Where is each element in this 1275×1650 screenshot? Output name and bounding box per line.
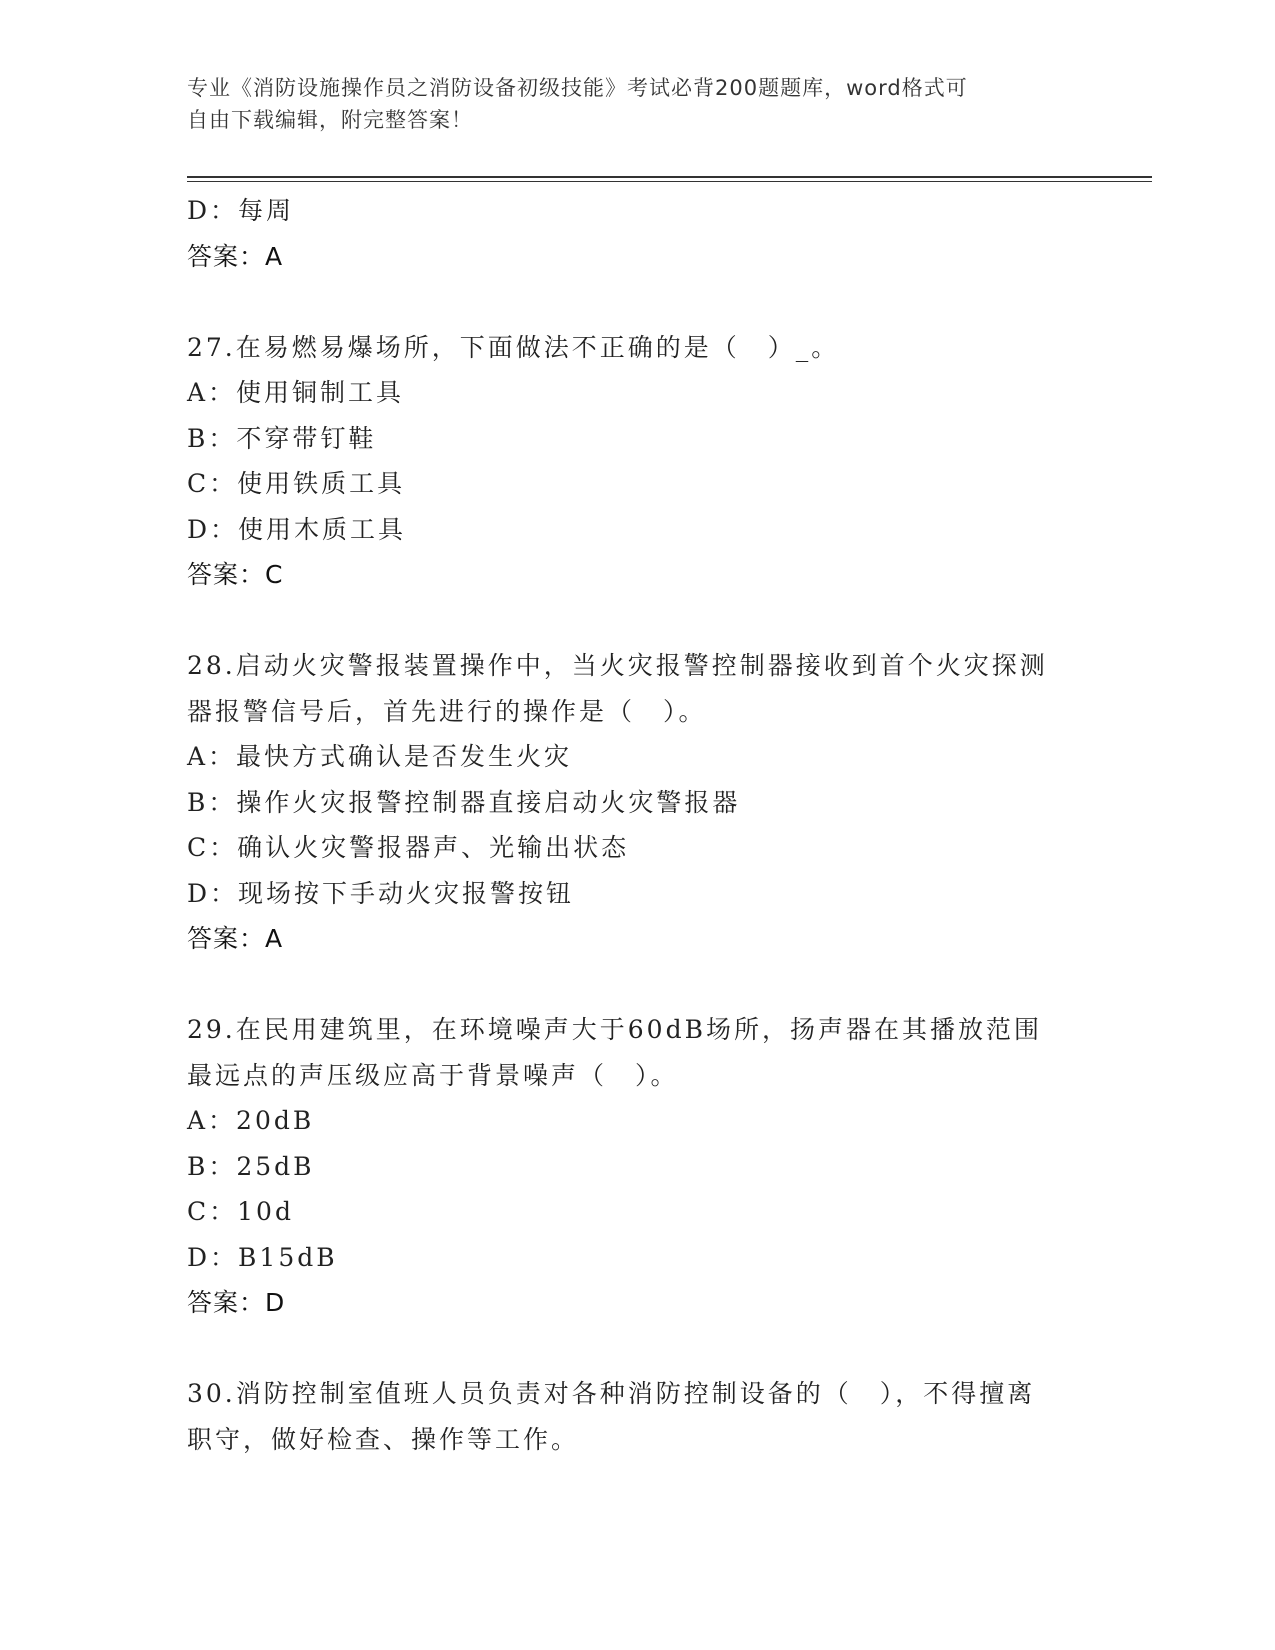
question-stem-cont: 职守，做好检查、操作等工作。 [187,1424,580,1454]
option-b: B：25dB [187,1151,315,1181]
option-d: D：现场按下手动火灾报警按钮 [187,878,575,908]
question-27 [187,325,1087,598]
question-stem: 30.消防控制室值班人员负责对各种消防控制设备的（ ），不得擅离 [187,1379,1036,1408]
answer: 答案：A [187,924,284,953]
option-b: B：不穿带钉鞋 [187,423,377,453]
option-a: A：最快方式确认是否发生火灾 [187,742,573,771]
option-a: A：使用铜制工具 [187,378,405,407]
prev-option-d: D：每周 [187,196,295,225]
question-stem: 29.在民用建筑里，在环境噪声大于60dB场所，扬声器在其播放范围 [187,1015,1042,1044]
question-stem: 27.在易燃易爆场所，下面做法不正确的是（ ）_。 [187,332,840,362]
header-divider-thin [187,181,1152,182]
question-28 [187,643,1087,962]
page-header [187,72,1067,136]
option-d: D：B15dB [187,1242,338,1272]
question-30 [187,1371,1087,1462]
answer: 答案：D [187,1288,286,1317]
header-divider [187,176,1152,178]
option-c: C：10d [187,1197,294,1226]
option-d: D：使用木质工具 [187,514,407,544]
option-b: B：操作火灾报警控制器直接启动火灾警报器 [187,787,741,817]
answer: 答案：C [187,560,284,589]
question-stem: 28.启动火灾警报装置操作中，当火灾报警控制器接收到首个火灾探测 [187,651,1048,680]
option-c: C：确认火灾警报器声、光输出状态 [187,833,630,862]
question-stem-cont: 器报警信号后，首先进行的操作是（ ）。 [187,696,707,726]
prev-answer: 答案：A [187,241,284,271]
option-a: A：20dB [187,1106,315,1135]
question-list [187,188,1087,1462]
question-29 [187,1007,1087,1326]
option-c: C：使用铁质工具 [187,469,406,498]
header-line-1: 专业《消防设施操作员之消防设备初级技能》考试必背200题题库，word格式可 [187,76,968,100]
header-line-2: 自由下载编辑，附完整答案！ [187,108,473,132]
question-stem-cont: 最远点的声压级应高于背景噪声（ ）。 [187,1060,679,1090]
